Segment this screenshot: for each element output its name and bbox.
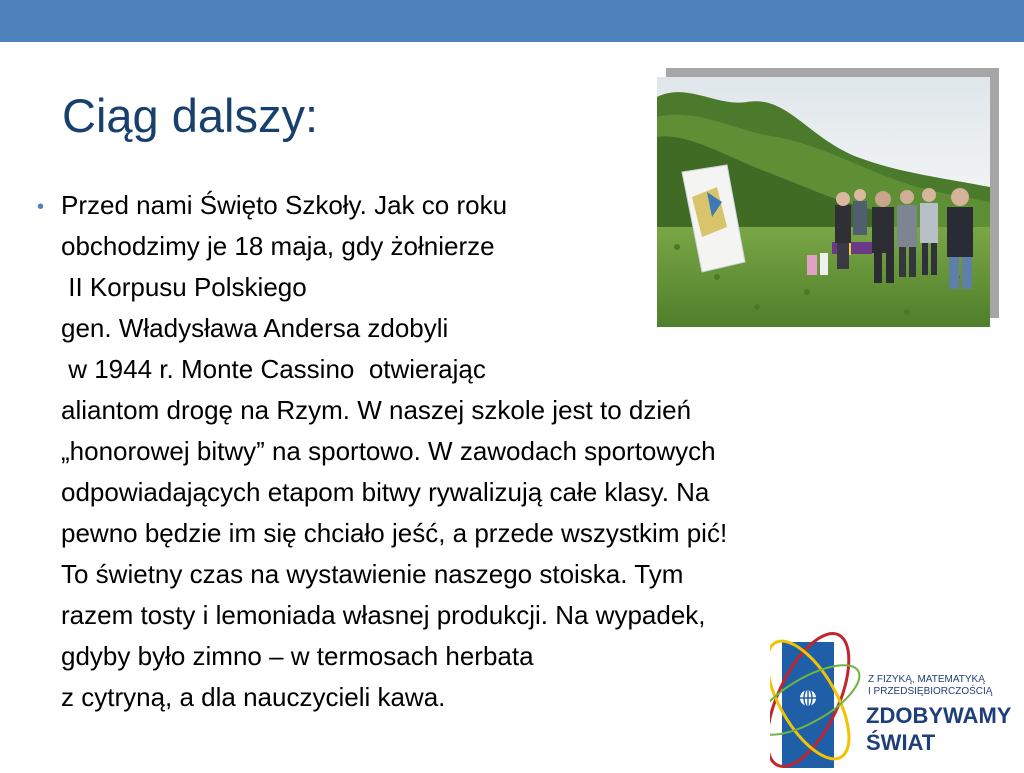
slide-title: Ciąg dalszy: [62,89,318,142]
photo-illustration [657,77,990,327]
project-logo [770,622,1024,768]
text-line: aliantom drogę na Rzym. W naszej szkole jest to dzień [61,395,692,425]
logo-graphic [770,622,1024,768]
text-line: pewno będzie im się chciało jeść, a przede wszystkim pić! [61,518,728,548]
bullet-icon: • [37,196,45,218]
text-line: Przed nami Święto Szkoły. Jak co roku [61,190,508,220]
logo-line-3: ZDOBYWAMY [866,703,1012,728]
text-line: odpowiadających etapom bitwy rywalizują całe klasy. Na [61,477,710,507]
logo-line-1: Z FIZYKĄ, MATEMATYKĄ [868,674,985,685]
text-line: „honorowej bitwy” na sportowo. W zawodach sportowych [61,436,716,466]
school-event-photo [657,77,990,327]
logo-line-2: I PRZEDSIĘBIORCZOŚCIĄ [868,686,993,697]
text-line: z cytryną, a dla nauczycieli kawa. [61,682,446,712]
logo-line-4: ŚWIAT [866,730,936,755]
text-line: II Korpusu Polskiego [61,272,307,302]
text-line: To świetny czas na wystawienie naszego stoiska. Tym [61,559,684,589]
text-line: gen. Władysława Andersa zdobyli [61,313,449,343]
top-accent-bar [0,0,1024,42]
text-line: gdyby było zimno – w termosach herbata [61,641,534,671]
text-line: razem tosty i lemoniada własnej produkcji. Na wypadek, [61,600,706,630]
text-line: obchodzimy je 18 maja, gdy żołnierze [61,231,495,261]
text-line: w 1944 r. Monte Cassino otwierając [61,354,486,384]
